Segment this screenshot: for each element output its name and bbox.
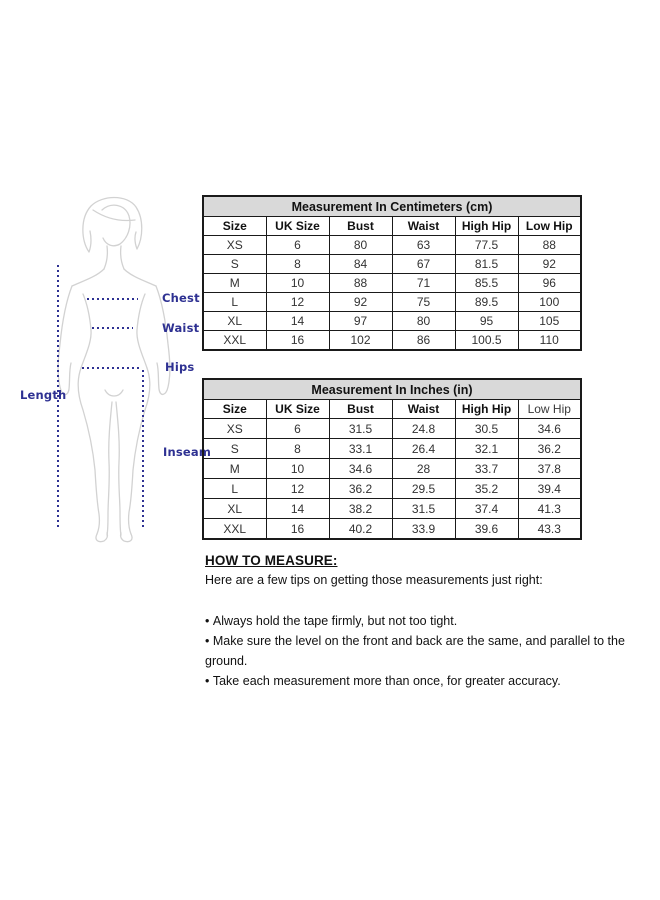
table-cell: 88 [518, 236, 581, 255]
table-cell: 31.5 [329, 419, 392, 439]
table-cell: S [203, 255, 266, 274]
column-header: Low Hip [518, 400, 581, 419]
table-cell: S [203, 439, 266, 459]
table-cell: 8 [266, 439, 329, 459]
waist-label: Waist [162, 321, 200, 335]
table-cell: 41.3 [518, 499, 581, 519]
table-cell: 37.4 [455, 499, 518, 519]
table-row [203, 439, 581, 459]
table-cell: 39.4 [518, 479, 581, 499]
table-title: Measurement In Inches (in) [203, 379, 581, 400]
column-header: High Hip [455, 217, 518, 236]
table-cell: 85.5 [455, 274, 518, 293]
table-cell: L [203, 479, 266, 499]
table-cell: 31.5 [392, 499, 455, 519]
table-cell: 102 [329, 331, 392, 351]
table-row [203, 255, 581, 274]
table-cell: 80 [329, 236, 392, 255]
table-cell: 40.2 [329, 519, 392, 540]
table-cell: 95 [455, 312, 518, 331]
table-cell: 75 [392, 293, 455, 312]
table-row [203, 331, 581, 351]
table-cell: 92 [329, 293, 392, 312]
table-cell: 86 [392, 331, 455, 351]
table-cell: 8 [266, 255, 329, 274]
column-header: UK Size [266, 400, 329, 419]
table-cell: 34.6 [329, 459, 392, 479]
table-cell: 88 [329, 274, 392, 293]
table-cell: 100.5 [455, 331, 518, 351]
table-cell: 92 [518, 255, 581, 274]
table-cell: 63 [392, 236, 455, 255]
table-cell: 77.5 [455, 236, 518, 255]
table-cell: 81.5 [455, 255, 518, 274]
measure-tip: • Always hold the tape firmly, but not too tight. [205, 611, 650, 631]
column-header: UK Size [266, 217, 329, 236]
table-cell: 36.2 [329, 479, 392, 499]
table-cell: 67 [392, 255, 455, 274]
table-cell: 24.8 [392, 419, 455, 439]
table-cell: 34.6 [518, 419, 581, 439]
table-cell: 97 [329, 312, 392, 331]
measure-tips-list [205, 611, 650, 691]
table-cell: 32.1 [455, 439, 518, 459]
table-row [203, 419, 581, 439]
column-header: High Hip [455, 400, 518, 419]
table-row [203, 519, 581, 540]
column-header: Bust [329, 217, 392, 236]
size-table-inches [202, 378, 582, 540]
table-cell: 30.5 [455, 419, 518, 439]
table-cell: 33.9 [392, 519, 455, 540]
table-cell: 43.3 [518, 519, 581, 540]
table-cell: M [203, 459, 266, 479]
chest-label: Chest [162, 291, 200, 305]
column-header: Waist [392, 400, 455, 419]
table-cell: 39.6 [455, 519, 518, 540]
column-header: Size [203, 217, 266, 236]
table-cell: 14 [266, 312, 329, 331]
table-cell: 80 [392, 312, 455, 331]
table-cell: 96 [518, 274, 581, 293]
table-title: Measurement In Centimeters (cm) [203, 196, 581, 217]
table-row [203, 274, 581, 293]
table-cell: 33.7 [455, 459, 518, 479]
table-cell: 36.2 [518, 439, 581, 459]
table-cell: 10 [266, 459, 329, 479]
table-cell: XL [203, 499, 266, 519]
table-cell: 84 [329, 255, 392, 274]
inseam-label: Inseam [163, 445, 212, 459]
table-cell: 12 [266, 479, 329, 499]
table-row [203, 459, 581, 479]
table-cell: 28 [392, 459, 455, 479]
measure-tip: • Make sure the level on the front and back are the same, and parallel to the ground. [205, 631, 650, 671]
table-cell: 35.2 [455, 479, 518, 499]
how-to-measure-heading: HOW TO MEASURE: [205, 553, 338, 568]
body-outline [58, 198, 170, 542]
size-table-centimeters [202, 195, 582, 351]
table-cell: XXL [203, 331, 266, 351]
table-cell: 38.2 [329, 499, 392, 519]
column-header: Low Hip [518, 217, 581, 236]
table-cell: 29.5 [392, 479, 455, 499]
table-cell: 6 [266, 236, 329, 255]
table-cell: XS [203, 419, 266, 439]
column-header: Bust [329, 400, 392, 419]
table-cell: XXL [203, 519, 266, 540]
how-to-measure-intro: Here are a few tips on getting those measurements just right: [205, 573, 543, 587]
table-cell: 16 [266, 519, 329, 540]
hips-label: Hips [165, 360, 195, 374]
table-cell: 10 [266, 274, 329, 293]
how-to-measure-section [205, 553, 650, 691]
table-cell: 105 [518, 312, 581, 331]
table-cell: 100 [518, 293, 581, 312]
table-row [203, 479, 581, 499]
table-cell: XL [203, 312, 266, 331]
table-cell: 71 [392, 274, 455, 293]
table-row [203, 293, 581, 312]
length-label: Length [20, 388, 67, 402]
table-row [203, 499, 581, 519]
table-cell: 110 [518, 331, 581, 351]
table-cell: 6 [266, 419, 329, 439]
table-cell: 37.8 [518, 459, 581, 479]
table-cell: L [203, 293, 266, 312]
table-cell: 12 [266, 293, 329, 312]
table-cell: 14 [266, 499, 329, 519]
table-cell: 89.5 [455, 293, 518, 312]
table-cell: 16 [266, 331, 329, 351]
column-header: Size [203, 400, 266, 419]
table-cell: M [203, 274, 266, 293]
column-header: Waist [392, 217, 455, 236]
table-cell: 26.4 [392, 439, 455, 459]
table-cell: 33.1 [329, 439, 392, 459]
table-row [203, 312, 581, 331]
table-row [203, 236, 581, 255]
table-cell: XS [203, 236, 266, 255]
measure-tip: • Take each measurement more than once, for greater accuracy. [205, 671, 650, 691]
